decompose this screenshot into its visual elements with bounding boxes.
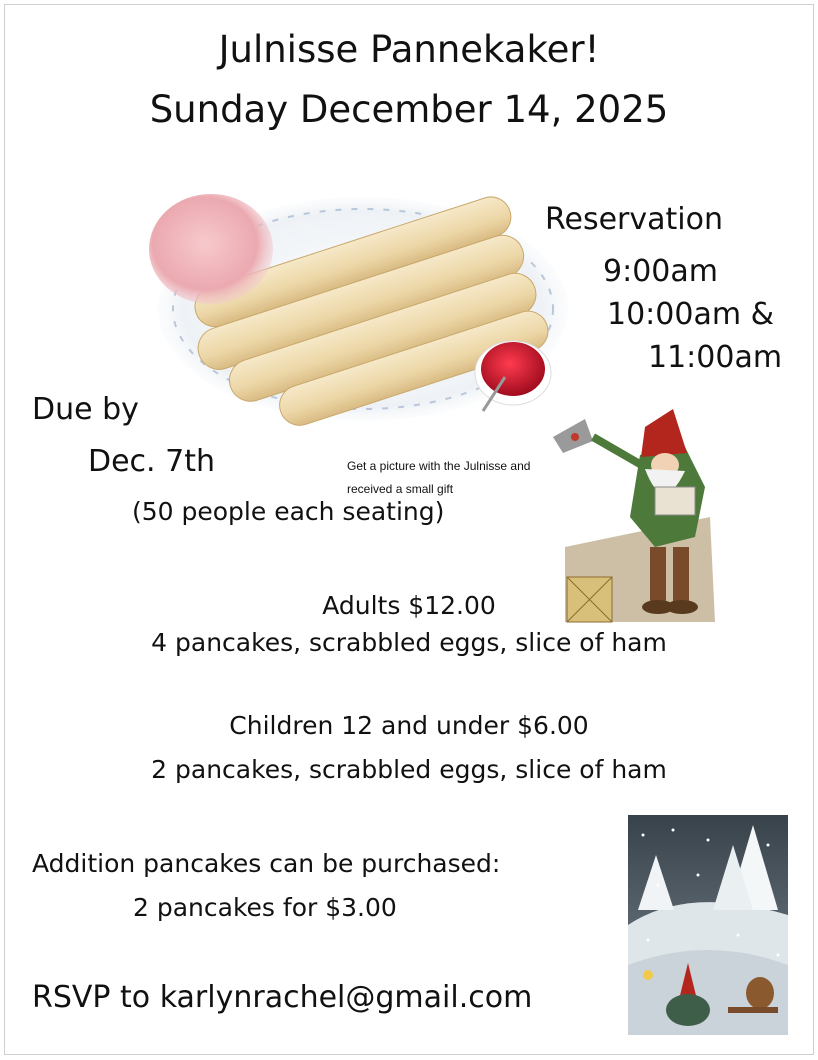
children-details: 2 pancakes, scrabbled eggs, slice of ham: [151, 755, 667, 784]
additional-offer: 2 pancakes for $3.00: [133, 893, 397, 922]
winter-gnome-image: [628, 815, 788, 1035]
adults-price: Adults $12.00: [322, 591, 496, 620]
pancake-plate-image: [143, 181, 569, 427]
adults-details: 4 pancakes, scrabbled eggs, slice of ham: [151, 628, 667, 657]
rsvp-contact: RSVP to karlynrachel@gmail.com: [32, 980, 533, 1015]
due-date: Dec. 7th: [88, 444, 215, 479]
flyer-page: [4, 4, 814, 1055]
due-label: Due by: [32, 392, 139, 427]
seating-capacity: (50 people each seating): [132, 497, 445, 526]
reservation-time-3: 11:00am: [648, 340, 783, 375]
additional-label: Addition pancakes can be purchased:: [32, 849, 501, 878]
event-date: Sunday December 14, 2025: [149, 88, 669, 131]
reservation-time-1: 9:00am: [603, 254, 718, 289]
children-price: Children 12 and under $6.00: [229, 711, 589, 740]
reservation-time-2: 10:00am &: [607, 297, 774, 332]
flyer-title: Julnisse Pannekaker!: [218, 28, 600, 71]
photo-note-line-1: Get a picture with the Julnisse and: [347, 459, 531, 473]
photo-note-line-2: received a small gift: [347, 482, 454, 496]
reservation-label: Reservation: [545, 202, 723, 237]
